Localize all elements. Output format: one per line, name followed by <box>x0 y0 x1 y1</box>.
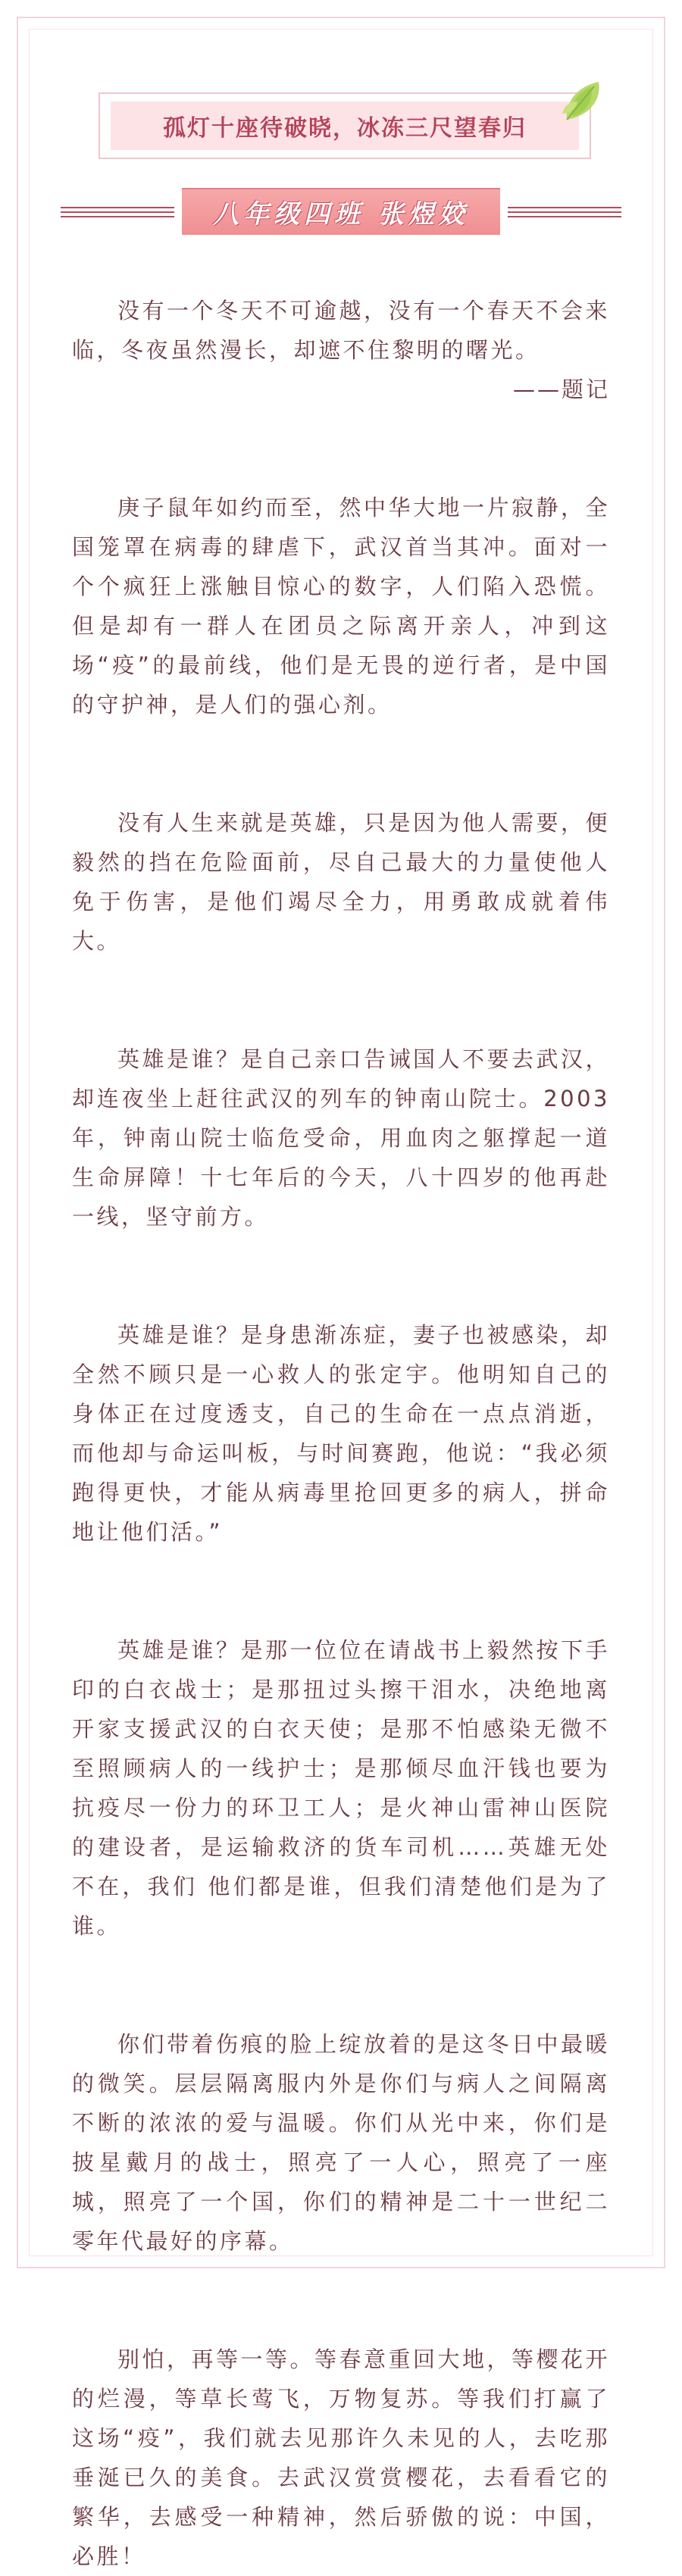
title-box <box>99 92 591 159</box>
paragraph-6: 你们带着伤痕的脸上绽放着的是这冬日中最暖的微笑。层层隔离服内外是你们与病人之间隔离不断的浓浓的爱与温暖。你们从光中来，你们是披星戴月的战士，照亮了一人心，照亮了一座城，照亮了一个国，你们的精神是二十一世纪二零年代最好的序幕。 <box>72 2031 611 2254</box>
paragraph-1: 庚子鼠年如约而至，然中华大地一片寂静，全国笼罩在病毒的肆虐下，武汉首当其冲。面对一个个疯狂上涨触目惊心的数字，人们陷入恐慌。但是却有一群人在团员之际离开亲人，冲到这场“疫”的最前线，他们是无畏的逆行者，是中国的守护神，是人们的强心剂。 <box>72 495 611 717</box>
paragraph-4: 英雄是谁？是身患渐冻症，妻子也被感染，却全然不顾只是一心救人的张定宇。他明知自己的身体正在过度透支，自己的生命在一点点消逝，而他却与命运叫板，与时间赛跑，他说：“我必须跑得更快，才能从病毒里抢回更多的病人，拼命地让他们活。” <box>72 1322 611 1545</box>
paragraph-5: 英雄是谁？是那一位位在请战书上毅然按下手印的白衣战士；是那扭过头擦干泪水，决绝地离开家支援武汉的白衣天使；是那不怕感染无微不至照顾病人的一线护士；是那倾尽血汗钱也要为抗疫尽一份力的环卫工人；是火神山雷神山医院的建设者，是运输救济的货车司机……英雄无处不在，我们 他们都是谁，但我们清楚他们是为了谁。 <box>72 1637 611 1939</box>
title-banner <box>111 102 579 150</box>
paragraph-2: 没有人生来就是英雄，只是因为他人需要，便毅然的挡在危险面前，尽自己最大的力量使他人免于伤害，是他们竭尽全力，用勇敢成就着伟大。 <box>72 810 611 954</box>
paragraph-7: 别怕，再等一等。等春意重回大地，等樱花开的烂漫，等草长莺飞，万物复苏。等我们打赢了这场“疫”，我们就去见那许久未见的人，去吃那垂涎已久的美食。去武汉赏赏樱花，去看看它的繁华，去感受一种精神，然后骄傲的说：中国，必胜！ <box>72 2346 611 2569</box>
leaf-icon <box>561 79 606 123</box>
author-band <box>182 188 500 235</box>
epigraph-credit: ——题记 <box>512 377 610 402</box>
paragraph-3: 英雄是谁？是自己亲口告诫国人不要去武汉，却连夜坐上赶往武汉的列车的钟南山院士。2003年，钟南山院士临危受命，用血肉之躯撑起一道生命屏障！十七年后的今天，八十四岁的他再赴一线，坚守前方。 <box>72 1046 611 1230</box>
right-decorative-rule <box>508 205 621 219</box>
epigraph-text: 没有一个冬天不可逾越，没有一个春天不会来临，冬夜虽然漫长，却遮不住黎明的曙光。 <box>72 298 611 363</box>
article-title: 孤灯十座待破晓，冰冻三尺望春归 <box>163 115 527 142</box>
article-body <box>72 291 610 2576</box>
left-decorative-rule <box>61 205 174 219</box>
author-name: 八年级四班 张煜姣 <box>213 199 469 230</box>
